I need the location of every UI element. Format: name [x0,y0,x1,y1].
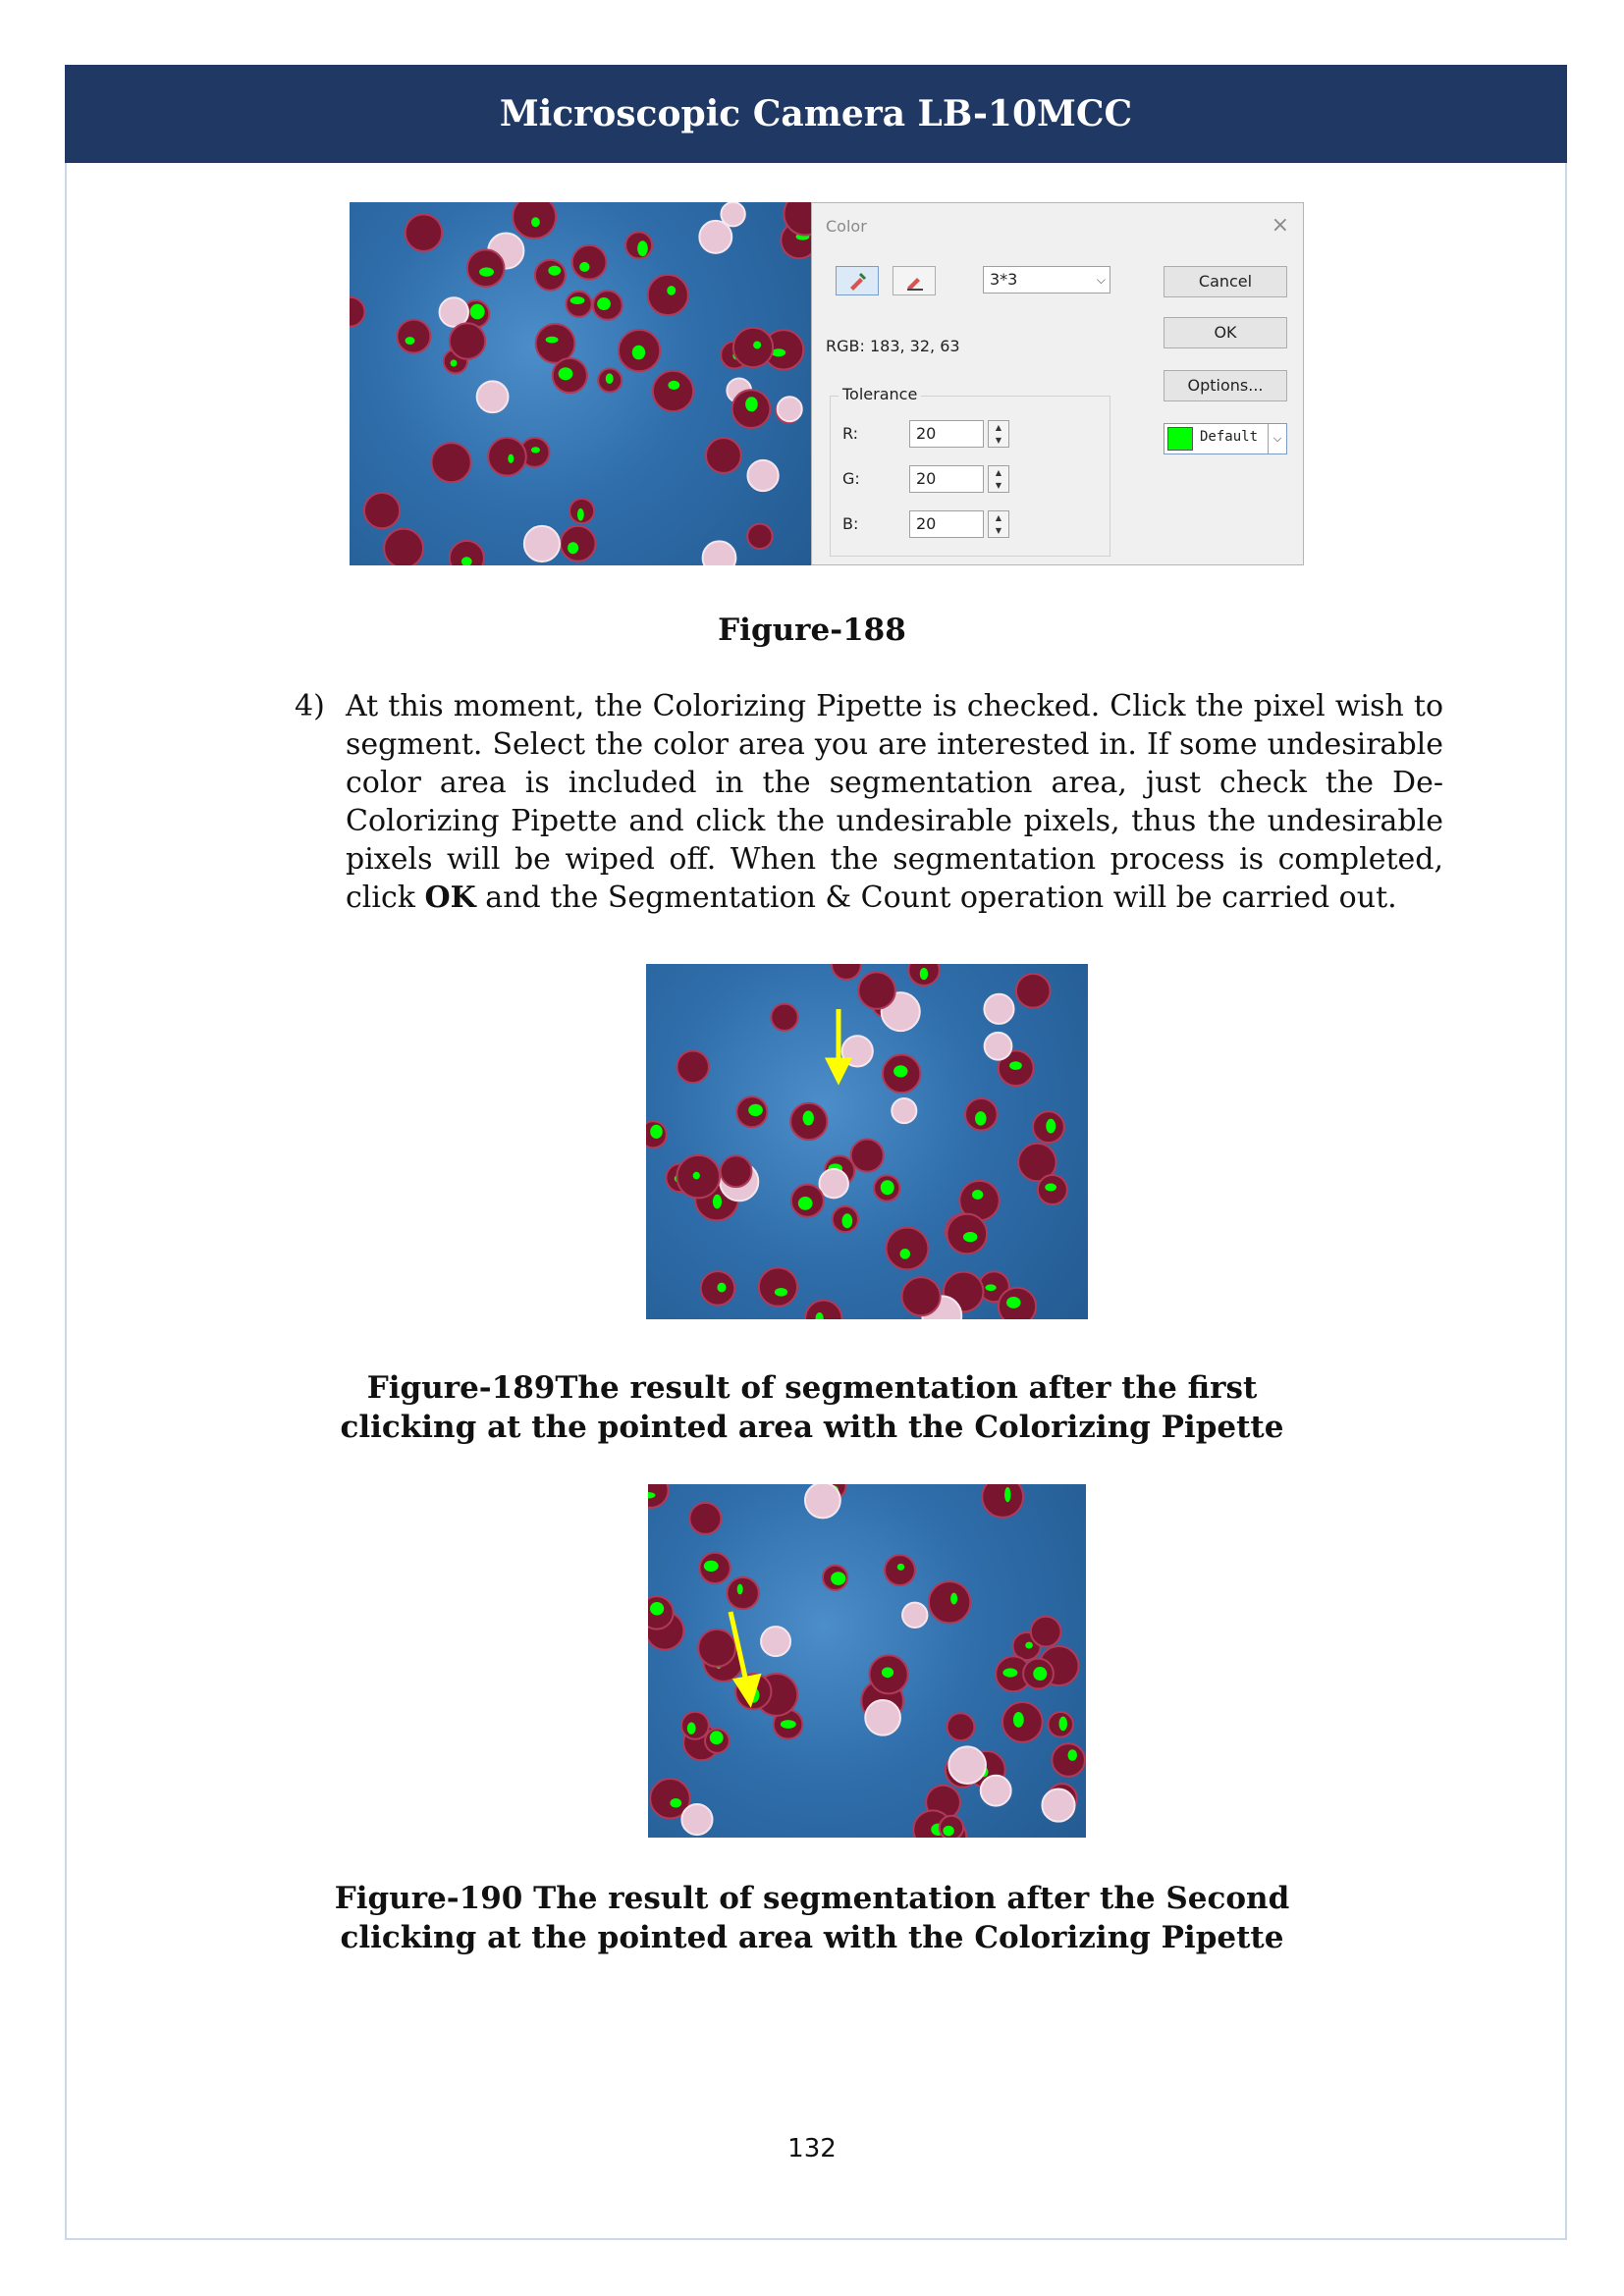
cell [406,214,442,250]
segmented-blob [1025,1642,1033,1649]
segmented-blob [1046,1119,1056,1134]
cell [832,964,861,980]
cell [364,493,400,528]
segmented-blob [548,266,561,276]
segmented-blob [667,286,676,295]
block-size-select[interactable] [983,266,1110,294]
cell [488,438,526,476]
segmented-blob [1013,1712,1024,1728]
segmented-blob [668,381,679,390]
segmented-blob [704,1561,719,1572]
cell [771,1004,797,1031]
segmented-blob [882,1667,893,1678]
cell [431,443,470,482]
segmented-blob [451,359,458,366]
segmented-blob [1002,1668,1017,1677]
cell [948,1746,986,1784]
segmented-blob [893,1065,907,1077]
segmented-blob [1058,1717,1067,1732]
segmented-blob [650,1602,664,1615]
cell [572,245,607,280]
segmented-blob [920,968,928,980]
cell [759,1267,797,1306]
cell [653,371,693,411]
segmented-blob [881,1180,894,1195]
cell [477,381,509,412]
cell [947,1713,975,1740]
segmented-blob [1006,1297,1021,1308]
g-label: G: [842,469,860,488]
segmented-blob [972,1190,983,1200]
segmented-blob [803,1111,814,1126]
color-swatch [1167,427,1193,451]
b-label: B: [842,514,859,533]
cell [901,1277,940,1315]
cell [440,297,468,326]
cell [733,328,773,367]
cell [858,972,894,1008]
segmented-blob [570,296,585,304]
page-number: 132 [787,2134,837,2163]
cell [778,397,802,421]
segmented-blob [670,1798,681,1807]
step-4-text-end: and the Segmentation & Count operation will be carried out. [475,881,1397,915]
segmented-blob [753,342,761,349]
step-4-text: At this moment, the Colorizing Pipette is checked. Click the pixel wish to segment. Select the color area you are interested in. If some undesirable color area is included in the segmentation area, just check the De-Colorizing Pipette and click the undesirable pixels, thus the undesirable pixels will be wiped off. When the segmentation process is completed, click [346,689,1443,915]
page-header-title: Microscopic Camera LB-10MCC [499,93,1133,134]
segmented-blob [950,1593,957,1605]
micrograph-figure-188 [350,202,811,565]
segmented-blob [577,508,584,521]
cell [677,1051,709,1084]
segmented-blob [650,1125,663,1139]
ok-emphasis: OK [424,881,476,915]
cell [985,1033,1012,1060]
micrograph-cells [646,964,1088,1319]
cell [892,1098,916,1123]
segmented-blob [606,373,614,384]
segmented-blob [1009,1061,1022,1070]
segmented-blob [748,1104,763,1116]
cell [727,1577,758,1609]
r-tolerance-input[interactable]: 20 [909,420,984,448]
step-4-body [346,687,1443,917]
segmented-blob [1045,1184,1056,1192]
cell [865,1700,900,1735]
cell [982,1484,1023,1518]
segmented-blob [943,1826,953,1837]
color-dialog [811,202,1304,565]
segmented-blob [531,447,540,453]
segmented-blob [717,1283,726,1293]
cell [648,275,688,315]
dialog-title: Color [826,217,867,236]
de-colorizing-pipette-button[interactable] [893,266,936,295]
cell [698,1629,735,1667]
cell [689,1503,721,1534]
chevron-down-icon: ⌵ [1268,424,1286,454]
micrograph-figure-190 [648,1484,1086,1838]
segmented-blob [1067,1749,1077,1761]
cell [450,323,485,358]
cell [535,260,566,291]
cell [747,524,772,549]
cell [902,1603,927,1628]
g-spinner[interactable]: ▲ ▼ [988,465,1009,493]
cell [820,1169,848,1198]
ok-button[interactable]: OK [1164,317,1287,348]
segmented-blob [508,454,514,463]
b-tolerance-input[interactable]: 20 [909,510,984,538]
cell [1031,1617,1061,1647]
block-size-value: 3*3 [990,270,1018,289]
segmented-blob [637,240,648,256]
cancel-button[interactable]: Cancel [1164,266,1287,297]
cell [703,541,736,565]
figure-188-caption: Figure-188 [718,613,906,648]
segmented-blob [568,542,578,554]
segmented-blob [985,1284,996,1291]
tolerance-group [830,385,1110,557]
segmented-blob [579,262,589,272]
cell [384,529,423,565]
segmented-blob [775,1288,787,1297]
segmented-blob [963,1232,978,1242]
cell [805,1301,841,1319]
color-option-select[interactable] [1164,423,1287,454]
cell [747,460,778,491]
cell [887,1227,929,1269]
pipette-icon [846,270,868,292]
r-label: R: [842,424,859,443]
segmented-blob [559,367,573,380]
segmented-blob [975,1111,987,1125]
segmented-blob [842,1213,853,1228]
segmented-blob [710,1731,724,1744]
cell [699,221,731,253]
colorizing-pipette-button[interactable] [836,266,879,295]
segmented-blob [798,1197,813,1210]
segmented-blob [897,1564,904,1571]
segmented-blob [1004,1487,1010,1502]
segmented-blob [745,397,758,411]
segmented-blob [632,346,645,360]
chevron-down-icon: ⌵ [1096,273,1106,287]
segmented-blob [900,1249,911,1259]
segmented-blob [470,304,485,320]
close-icon[interactable]: × [1271,213,1289,238]
segmented-blob [479,267,494,276]
figure-190-caption: Figure-190 The result of segmentation after the Second clicking at the pointed area with the Colorizing Pipette [334,1881,1290,1955]
r-spinner[interactable]: ▲ ▼ [988,420,1009,448]
cell [706,438,741,473]
cell [536,324,575,363]
cell [984,994,1013,1024]
micrograph-figure-189 [646,964,1088,1319]
segmented-blob [781,1720,796,1729]
cell [561,526,596,561]
cell [350,297,364,327]
figure-189-caption: Figure-189The result of segmentation after the first clicking at the pointed area with the Colorizing Pipette [340,1370,1284,1445]
cell [397,320,430,353]
segmented-blob [406,337,415,345]
cell [1052,1743,1085,1777]
micrograph-cells [350,202,811,565]
segmented-blob [546,337,559,344]
segmented-blob [597,297,611,310]
step-number: 4) [295,689,325,723]
segmented-blob [693,1172,700,1180]
options-button[interactable]: Options... [1164,370,1287,401]
tolerance-label: Tolerance [839,385,921,403]
b-spinner[interactable]: ▲ ▼ [988,510,1009,538]
cell [721,202,744,226]
segmented-blob [713,1195,722,1209]
segmented-blob [1033,1667,1047,1681]
cell [1016,974,1051,1008]
g-tolerance-input[interactable]: 20 [909,465,984,493]
cell [524,526,560,561]
rgb-readout: RGB: 183, 32, 63 [826,337,960,355]
cell [851,1140,884,1172]
cell [721,1155,752,1187]
cell [1042,1789,1074,1822]
segmented-blob [737,1584,743,1595]
cell [681,1804,712,1835]
cell [981,1776,1011,1806]
cell [929,1581,970,1623]
micrograph-cells [648,1484,1086,1838]
cell [805,1484,840,1518]
color-option-value: Default [1200,429,1259,445]
segmented-blob [687,1723,696,1735]
cell [761,1627,790,1656]
segmented-blob [531,217,540,227]
segmented-blob [831,1572,845,1585]
de-pipette-icon [903,270,925,292]
